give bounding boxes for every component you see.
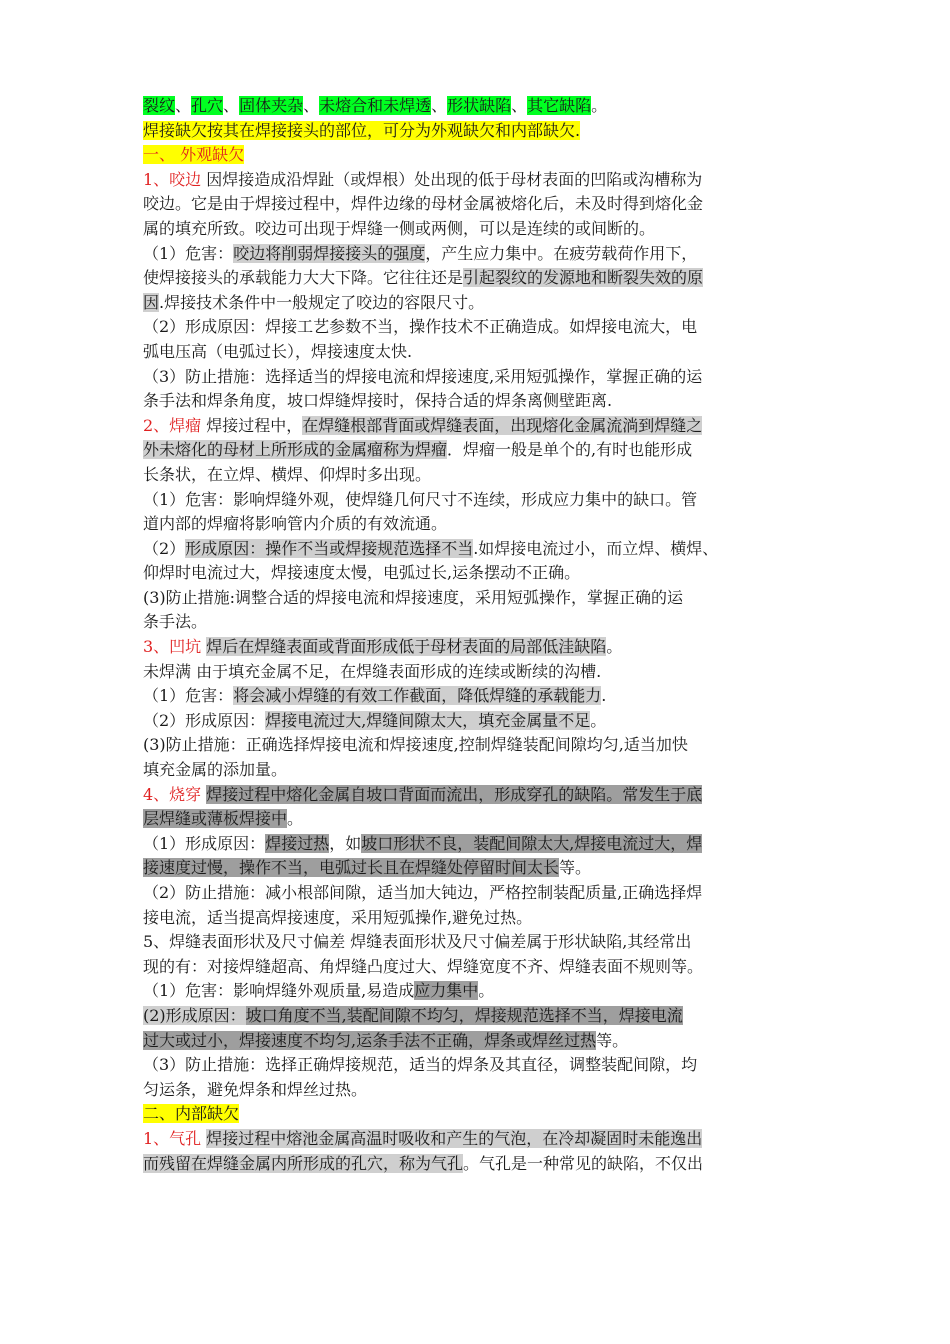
text-run: 现的有：对接焊缝超高、角焊缝凸度过大、焊缝宽度不齐、焊缝表面不规则等。 bbox=[143, 956, 704, 976]
text-line bbox=[143, 463, 809, 488]
text-run: （2） bbox=[143, 538, 186, 558]
highlighted-text: 咬边将削弱焊接接头的强度 bbox=[233, 243, 426, 263]
highlighted-text: 在焊缝根部背面或焊缝表面，出现熔化金属流淌到焊缝之 bbox=[302, 415, 703, 435]
text-line bbox=[143, 783, 809, 808]
text-line bbox=[143, 414, 809, 439]
highlighted-text: 形成原因：操作不当或焊接规范选择不当 bbox=[185, 538, 474, 558]
text-run: （2）防止措施：减小根部间隙，适当加大钝边，严格控制装配质量,正确选择焊 bbox=[143, 883, 703, 902]
highlighted-text: 其它缺陷 bbox=[527, 96, 592, 115]
text-run: ．焊瘤一般是单个的,有时也能形成 bbox=[447, 440, 693, 460]
highlighted-text: 3、凹坑 bbox=[143, 637, 207, 657]
text-line bbox=[143, 192, 809, 217]
text-run: 、 bbox=[511, 96, 528, 115]
text-line bbox=[143, 512, 809, 537]
highlighted-text: 而残留在焊缝金属内所形成的孔穴，称为气孔 bbox=[143, 1153, 464, 1173]
text-run: （2）形成原因：焊接工艺参数不当，操作技术不正确造成。如焊接电流大，电 bbox=[143, 317, 698, 337]
text-run: 条手法和焊条角度，坡口焊缝焊接时，保持合适的焊条离侧壁距离. bbox=[143, 391, 613, 411]
text-run: （3）防止措施：选择正确焊接规范，适当的焊条及其直径，调整装配间隙，均 bbox=[143, 1055, 698, 1075]
text-line bbox=[143, 242, 809, 267]
highlighted-text: 1、气孔 bbox=[143, 1128, 207, 1148]
text-line bbox=[143, 315, 809, 340]
text-line bbox=[143, 266, 809, 291]
text-run: . bbox=[601, 686, 607, 706]
text-run: 。 bbox=[591, 96, 608, 115]
text-run: 等。 bbox=[559, 858, 592, 878]
highlighted-text: 应力集中 bbox=[414, 981, 479, 1001]
text-run: 。 bbox=[287, 809, 304, 829]
text-line bbox=[143, 389, 809, 414]
text-line bbox=[143, 733, 809, 758]
text-run: 匀运条，避免焊条和焊丝过热。 bbox=[143, 1079, 368, 1099]
text-run: 未焊满 由于填充金属不足，在焊缝表面形成的连续或断续的沟槽. bbox=[143, 661, 602, 681]
text-run: 长条状，在立焊、横焊、仰焊时多出现。 bbox=[143, 464, 432, 484]
highlighted-text: 引起裂纹的发源地和断裂失效的原 bbox=[463, 268, 704, 288]
text-line bbox=[143, 365, 809, 390]
text-line bbox=[143, 488, 809, 513]
text-line bbox=[143, 684, 809, 709]
highlighted-text: 焊接电流过大,焊缝间隙太大，填充金属量不足 bbox=[265, 710, 591, 730]
highlighted-text: 未熔合和未焊透 bbox=[319, 96, 432, 115]
text-line bbox=[143, 1127, 809, 1152]
text-run: 因焊接造成沿焊趾（或焊根）处出现的低于母材表面的凹陷或沟槽称为 bbox=[206, 169, 703, 189]
highlighted-text: 1、咬边 bbox=[143, 169, 207, 189]
highlighted-text: 焊接过程中熔化金属自坡口背面而流出，形成穿孔的缺陷。常发生于底 bbox=[206, 784, 703, 804]
highlighted-text: 接速度过慢，操作不当，电弧过长且在焊缝处停留时间太长 bbox=[143, 858, 560, 878]
text-run: 仰焊时电流过大，焊接速度太慢，电弧过长,运条摆动不正确。 bbox=[143, 563, 581, 583]
text-line bbox=[143, 537, 809, 562]
text-run: 属的填充所致。咬边可出现于焊缝一侧或两侧，可以是连续的或间断的。 bbox=[143, 218, 656, 238]
highlighted-text: 孔穴 bbox=[191, 96, 224, 115]
text-run: （1）危害：影响焊缝外观，使焊缝几何尺寸不连续，形成应力集中的缺口。管 bbox=[143, 489, 698, 509]
text-run: 条手法。 bbox=[143, 612, 208, 632]
highlighted-text: 固体夹杂 bbox=[239, 96, 304, 115]
text-run: (3)防止措施:调整合适的焊接电流和焊接速度，采用短弧操作，掌握正确的运 bbox=[143, 587, 684, 607]
text-run: 、 bbox=[223, 96, 240, 115]
text-run: 5、焊缝表面形状及尺寸偏差 焊缝表面形状及尺寸偏差属于形状缺陷,其经常出 bbox=[143, 932, 692, 952]
text-line bbox=[143, 856, 809, 881]
text-line bbox=[143, 291, 809, 316]
text-run: 。气孔是一种常见的缺陷，不仅出 bbox=[463, 1153, 704, 1173]
text-line bbox=[143, 906, 809, 931]
highlighted-text: 焊接过热 bbox=[265, 833, 330, 853]
text-run: 填充金属的添加量。 bbox=[143, 760, 288, 780]
text-line bbox=[143, 979, 809, 1004]
highlighted-text: 焊后在焊缝表面或背面形成低于母材表面的局部低洼缺陷 bbox=[206, 637, 607, 657]
text-line bbox=[143, 1053, 809, 1078]
text-line bbox=[143, 807, 809, 832]
text-run: 弧电压高（电弧过长），焊接速度太快. bbox=[143, 341, 413, 361]
text-line bbox=[143, 1152, 809, 1177]
highlighted-text: 因 bbox=[143, 292, 160, 312]
highlighted-text: 焊接过程中熔池金属高温时吸收和产生的气泡，在冷却凝固时未能逸出 bbox=[206, 1128, 703, 1148]
text-line bbox=[143, 832, 809, 857]
highlighted-text: 坡口角度不当,装配间隙不均匀，焊接规范选择不当，焊接电流 bbox=[245, 1005, 683, 1025]
text-run: （1）危害： bbox=[143, 686, 234, 706]
text-line bbox=[143, 168, 809, 193]
text-run: 。 bbox=[478, 981, 495, 1001]
text-line bbox=[143, 709, 809, 734]
text-line bbox=[143, 340, 809, 365]
highlighted-text: 2、焊瘤 bbox=[143, 415, 207, 435]
highlighted-text: 将会减小焊缝的有效工作截面，降低焊缝的承载能力 bbox=[233, 686, 602, 706]
highlighted-text: 焊接缺欠按其在焊接接头的部位，可分为外观缺欠和内部缺欠. bbox=[143, 120, 581, 140]
text-line bbox=[143, 94, 809, 119]
text-line bbox=[143, 1029, 809, 1054]
text-line bbox=[143, 955, 809, 980]
highlighted-text: 裂纹 bbox=[143, 96, 176, 115]
text-line bbox=[143, 610, 809, 635]
text-line bbox=[143, 438, 809, 463]
text-run: （2）形成原因： bbox=[143, 710, 266, 730]
text-run: .如焊接电流过小，而立焊、横焊、 bbox=[473, 538, 719, 558]
highlighted-text: (2)形成原因： bbox=[143, 1005, 246, 1025]
highlighted-text: 4、烧穿 bbox=[143, 784, 207, 804]
text-line bbox=[143, 660, 809, 685]
text-run: 咬边。它是由于焊接过程中，焊件边缘的母材金属被熔化后，未及时得到熔化金 bbox=[143, 194, 704, 214]
text-line bbox=[143, 1004, 809, 1029]
text-run: 使焊接接头的承载能力大大下降。它往往还是 bbox=[143, 268, 464, 288]
text-run: 。 bbox=[606, 637, 623, 657]
text-run: 、 bbox=[175, 96, 192, 115]
highlighted-text: 二、内部缺欠 bbox=[143, 1104, 240, 1124]
text-run: ，产生应力集中。在疲劳载荷作用下， bbox=[425, 243, 698, 263]
text-line bbox=[143, 881, 809, 906]
document-body bbox=[143, 94, 809, 1176]
text-run: 焊接过程中， bbox=[206, 415, 303, 435]
text-run: （1）危害：影响焊缝外观质量,易造成 bbox=[143, 981, 415, 1001]
text-run: .焊接技术条件中一般规定了咬边的容限尺寸。 bbox=[159, 292, 485, 312]
text-run: (3)防止措施：正确选择焊接电流和焊接速度,控制焊缝装配间隙均匀,适当加快 bbox=[143, 735, 688, 755]
text-run: 、 bbox=[431, 96, 448, 115]
text-run: 。 bbox=[590, 710, 607, 730]
text-line bbox=[143, 1102, 809, 1127]
text-line bbox=[143, 561, 809, 586]
text-line bbox=[143, 635, 809, 660]
text-run: （1）危害： bbox=[143, 243, 234, 263]
text-run: ，如 bbox=[329, 833, 362, 853]
text-line bbox=[143, 586, 809, 611]
text-run: （3）防止措施：选择适当的焊接电流和焊接速度,采用短弧操作，掌握正确的运 bbox=[143, 366, 703, 386]
text-run: （1）形成原因： bbox=[143, 833, 266, 853]
highlighted-text: 一、 外观缺欠 bbox=[143, 145, 245, 165]
highlighted-text: 坡口形状不良，装配间隙太大,焊接电流过大，焊 bbox=[361, 833, 703, 853]
text-line bbox=[143, 758, 809, 783]
highlighted-text: 形状缺陷 bbox=[447, 96, 512, 115]
text-run: 、 bbox=[303, 96, 320, 115]
text-line bbox=[143, 930, 809, 955]
highlighted-text: 过大或过小，焊接速度不均匀,运条手法不正确，焊条或焊丝过热 bbox=[143, 1030, 597, 1050]
text-line bbox=[143, 143, 809, 168]
text-run: 等。 bbox=[596, 1030, 629, 1050]
text-line bbox=[143, 217, 809, 242]
highlighted-text: 外未熔化的母材上所形成的金属瘤称为焊瘤 bbox=[143, 440, 448, 460]
text-run: 道内部的焊瘤将影响管内介质的有效流通。 bbox=[143, 514, 448, 534]
text-run: 接电流，适当提高焊接速度，采用短弧操作,避免过热。 bbox=[143, 907, 533, 927]
text-line bbox=[143, 119, 809, 144]
text-line bbox=[143, 1078, 809, 1103]
highlighted-text: 层焊缝或薄板焊接中 bbox=[143, 809, 288, 829]
